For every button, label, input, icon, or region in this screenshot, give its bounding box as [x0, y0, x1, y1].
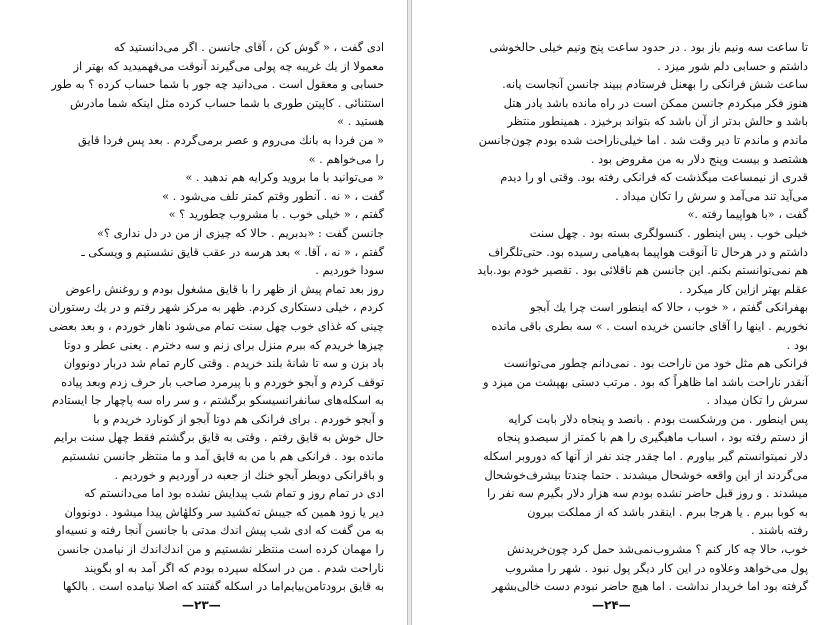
- text-line: استثنائی . کاپیتن طوری با شما حساب کرده مثل اینکه شما مادرش: [70, 95, 384, 110]
- text-line: معمولا از یك غریبه چه پولی می‌گیرند آنوقت می‌فهمیدید که بهتر از: [73, 58, 384, 73]
- text-line: نخوریم . اینها را آقای جانسن خریده است . » سه بطری باقی مانده: [491, 318, 808, 333]
- page-number-left: —۲۳—: [182, 598, 221, 612]
- text-line: و آبجو خوردم . برای فرانکی هم دوتا آبجو از کونارد خریدم و با: [93, 411, 384, 426]
- text-line: گفتم ، « خیلی خوب . با مشروب چطورید ؟ »: [168, 207, 384, 222]
- text-line: هشتصد و بیست وپنج دلار به من مقروض بود .: [590, 151, 808, 166]
- text-line: کردم ، خیلی دستکاری کردم. ظهر به مرکز شهر رفتم و در یك رستوران: [48, 300, 384, 315]
- text-line: دیر یا زود همین که جیبش ته‌کشید سر وکلهٔاش پیدا میشود . دونووان: [64, 504, 384, 519]
- text-line: سودا خوردیم .: [315, 263, 384, 278]
- book-page-right: [411, 0, 817, 625]
- text-line: به کوبا ببرم . یا هرجا ببرم . اینقدر باشد که از مملکت بیرون: [527, 504, 808, 519]
- text-line: عقلم بهتر ازاین کار میکرد .: [678, 281, 808, 296]
- text-line: ماندم و ماندم تا دیر وقت شد . اما خیلی‌ناراحت شده بودم چون‌جانسن: [478, 132, 808, 147]
- text-line: حال خوش به قایق رفتم . وقتی به قایق برگشتم فقط چهل سنت برایم: [53, 430, 384, 445]
- page-text-left: [32, 38, 384, 596]
- text-line: ادی گفت ، « گوش کن ، آقای جانسن . اگر می‌دانستید که: [113, 40, 384, 54]
- text-line: داشتم و در هرحال تا آنوقت هواپیما به‌هیامی رسیده بود. حتی‌تلگراف: [488, 244, 808, 259]
- text-line: روز بعد تمام پیش از ظهر را با قایق مشغول بودم و روغنش راعوض: [65, 281, 384, 296]
- text-line: می‌آید تند می‌آمد و سرش را تکان میداد .: [615, 188, 808, 203]
- book-page-left: [0, 0, 408, 625]
- text-line: می‌گردند از این واقعه خوشحال میشدند . حتما چندتا بیشرف‌خوشحال: [484, 467, 808, 482]
- text-line: گفت ، «با هواپیما رفته .»: [687, 207, 808, 222]
- text-line: باد بزن و سه تا شانهٔ بلند خریدم . وقتی کارم تمام شد دربار دونووان: [63, 356, 384, 371]
- text-line: خیلی خوب . پس اینطور . کنسولگری بسته بود . چهل سنت: [529, 225, 808, 240]
- text-line: پس اینطور . من ورشکست بودم . بانصد و پنجاه دلار بابت کرایه: [508, 411, 808, 426]
- text-line: گفتم ، « نه ، آقا. » بعد هرسه در عقب قایق نشستیم و ویسکی ـ: [81, 244, 384, 259]
- text-line: بود .: [786, 337, 808, 352]
- text-line: ساعت شش فرانکی را بهعنل فرستادم ببیند جانسن آنجاست یانه.: [502, 77, 808, 92]
- text-line: سرش را تکان میداد .: [706, 393, 808, 408]
- text-line: گرفته بود اما خریدار نداشت . اما هیچ حاضر نبودم دست خالی‌بشهر: [492, 579, 808, 594]
- page-text-right: [432, 38, 808, 596]
- text-line: داشتم و حسابی دلم شور میزد .: [657, 58, 808, 73]
- text-line: و باقرانکی دوبطر آبجو خنك از جعبه در آوردیم و خوردیم .: [114, 467, 384, 482]
- text-line: دلار نمیتوانستم گیر بیاورم . اما چقدر چند نفر از آنها که دوروبر اسکله: [483, 449, 808, 464]
- text-line: فرانکی هم مثل خود من ناراحت بود . نمی‌دانم چطور می‌توانست: [503, 356, 808, 371]
- text-line: میشدند . و روز قبل حاضر نشده بودم سه هزار دلار بگیرم سه نفر را: [486, 486, 808, 501]
- text-line: به من گفت که ادی شب پیش اندك مدتی با جانسن آنجا رفته و نسیه‌او: [56, 523, 384, 538]
- text-line: توقف کردم و آبجو خوردم و با پیرمرد صاحب بار حرف زدم وبعد پیاده: [61, 374, 384, 389]
- text-line: را مهمان کرده است منتظر نشستیم و من اندك‌اندك از نیامدن جانسن: [57, 542, 384, 557]
- text-line: « من فردا به بانك می‌روم و عصر برمی‌گردم . بعد پس فردا قایق: [78, 132, 384, 147]
- text-line: آنقدر ناراحت باشد اما ظاهراً که بود . مرتب دستی بهپشت من میزد و: [482, 374, 808, 389]
- text-line: تا ساعت سه ونیم باز بود . در حدود ساعت پنج ونیم خیلی حالخوشی: [489, 40, 808, 54]
- text-line: به قایق برود‌تامن‌بیایم‌اما در اسکله گفتند که اصلا نیامده است . بالکها: [62, 579, 384, 594]
- text-line: هستید . »: [337, 114, 384, 129]
- text-line: باشد و حالش بدتر از آن باشد که بتواند برخیزد . همینطور منتظر: [507, 114, 808, 129]
- text-line: چینی که غذای خوب چهل سنت تمام می‌شود ناهار خوردم ، و بعد بعضی: [48, 318, 384, 333]
- text-line: از دستم رفته بود ، اسباب ماهیگیری را هم با کمتر از سیصدو پنجاه: [497, 430, 808, 445]
- text-line: رفته باشند .: [751, 523, 808, 538]
- text-line: پول می‌خواهد وعلاوه در این کار دیگر پول نبود . شهر را مشروب: [505, 560, 808, 575]
- text-line: ادی در تمام روز و تمام شب پیدایش نشده بود اما می‌دانستم که: [84, 486, 384, 501]
- text-line: « می‌توانید با ما بروید وکرایه هم ندهید . »: [185, 170, 384, 185]
- text-line: را می‌خواهم . »: [308, 151, 384, 166]
- text-line: خوب، حالا چه کار کنم ؟ مشروب‌نمی‌شد حمل کرد چون‌خریدنش: [507, 542, 808, 557]
- page-number-right: —۲۴—: [592, 598, 631, 612]
- text-line: به اسکله‌های سانفرانسیسکو برگشتم ، و سر راه سه پاچهار جا ایستادم: [51, 393, 384, 408]
- text-line: بهفرانکی گفتم ، « خوب ، حالا که اینطور است چرا یك آبجو: [530, 300, 808, 315]
- text-line: هم نمی‌توانستم بکنم. این جانسن هم ناقلائی بود . تقصیر خودم بود.باید: [477, 263, 808, 278]
- text-line: جانسن گفت : «بدبریم . حالا که چیزی از من در دل نداری ؟»: [96, 225, 384, 240]
- text-line: قدری از نیمساعت میگذشت که فرانکی رفته بود. وقتی او را دیدم: [500, 170, 808, 185]
- text-line: مانده بود . فرانکی هم با من به قایق آمد و ما منتظر جانسن نشستیم: [61, 449, 384, 464]
- text-line: گفت ، « نه . آنطور وقتم کمتر تلف می‌شود . »: [162, 188, 384, 203]
- text-line: ناراحت شدم . من در اسکله سپرده بودم که اگر آمد به او بگویند: [83, 560, 384, 575]
- text-line: هنوز فکر میکردم جانسن ممکن است در راه مانده باشد یادر هتل: [503, 95, 808, 110]
- text-line: چیزها خریدم که ببرم منزل برای زنم و سه دخترم . یعنی عطر و دوتا: [63, 337, 384, 352]
- text-line: حسابی و معقول است . می‌دانید چه جور با شما حساب کرده ؟ به طور: [51, 77, 384, 92]
